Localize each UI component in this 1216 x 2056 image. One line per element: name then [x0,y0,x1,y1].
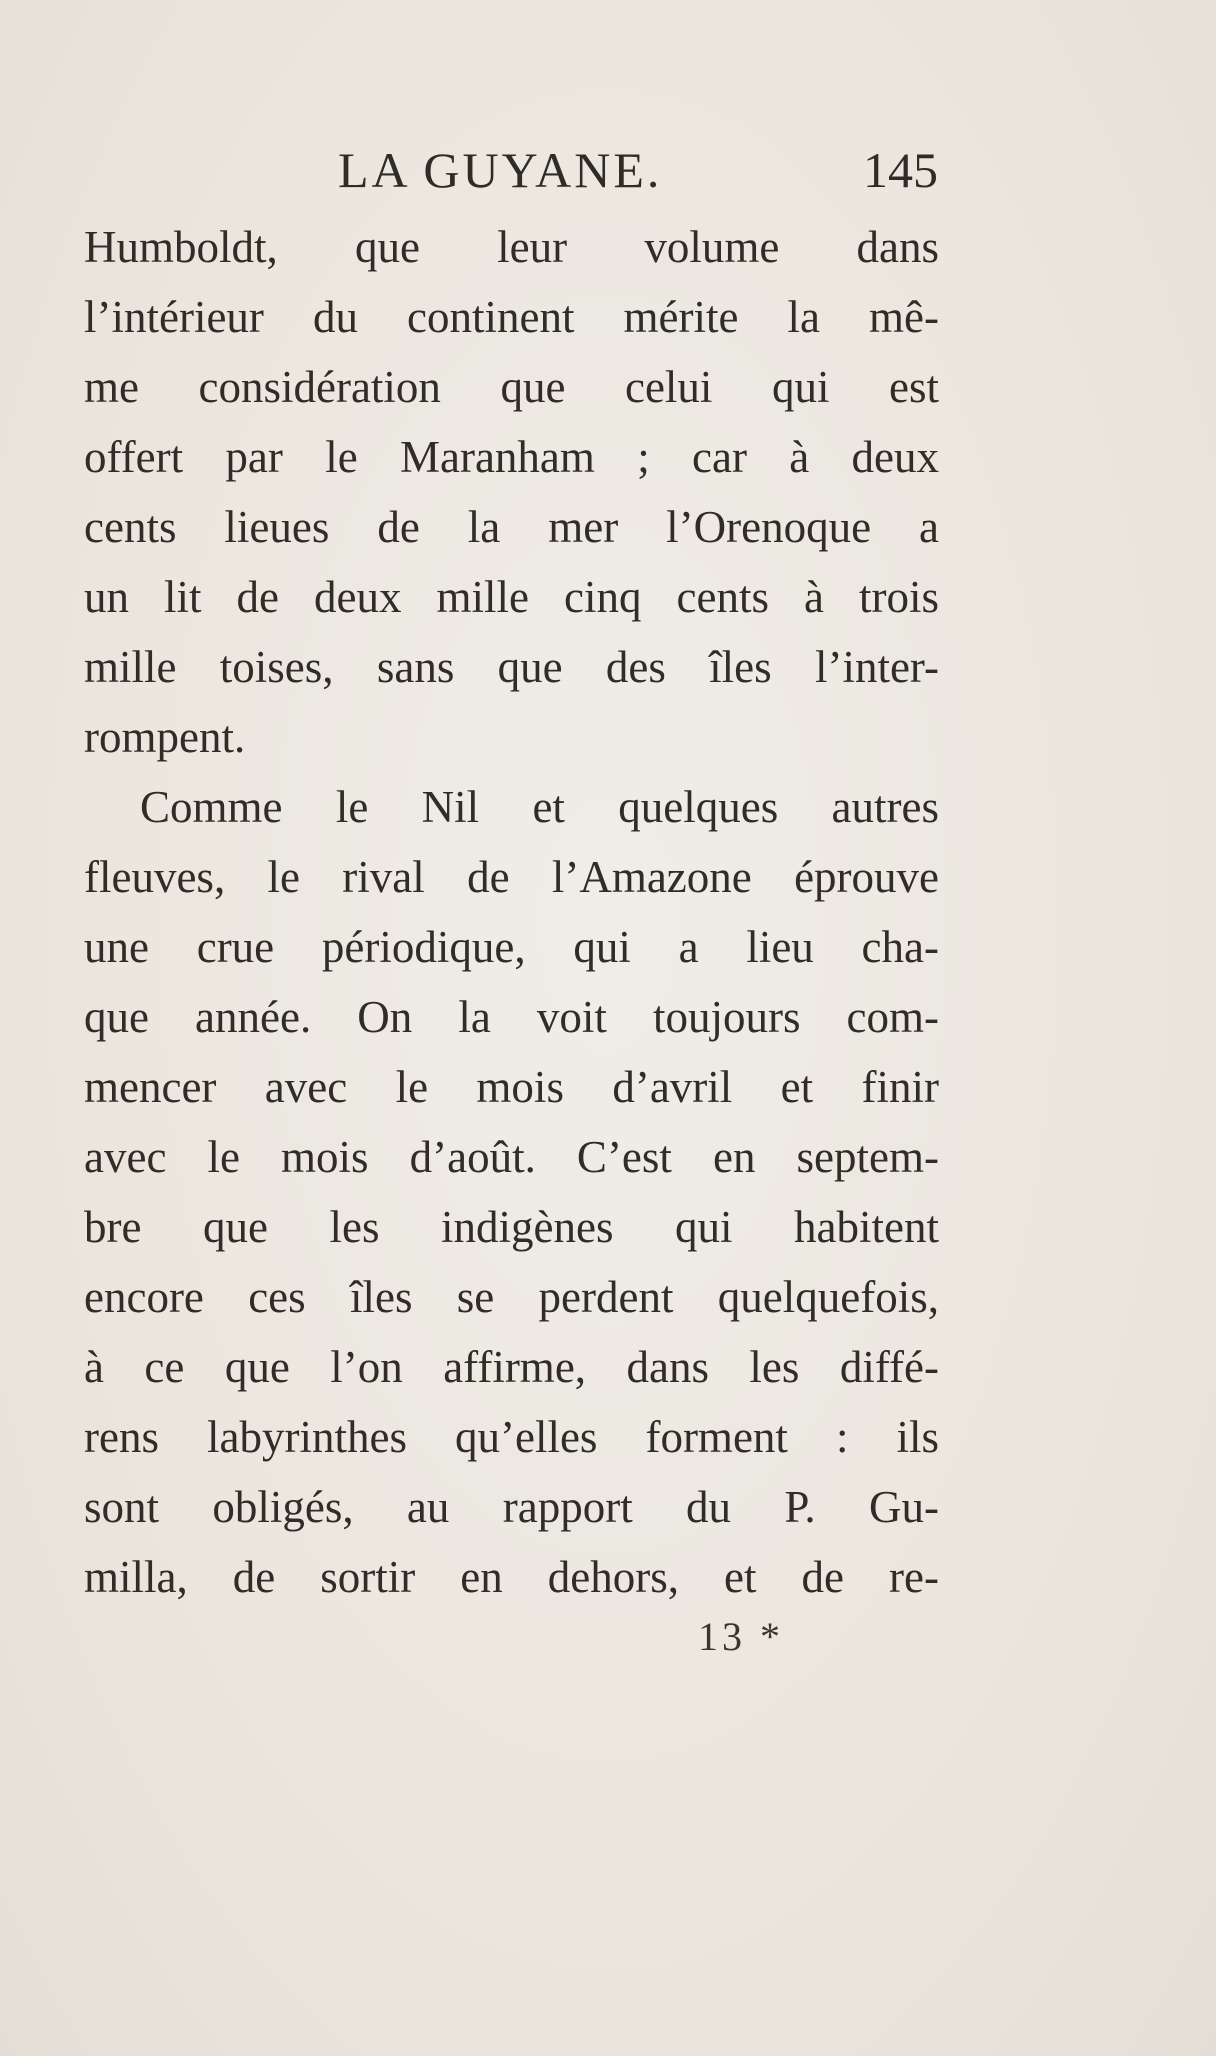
text-line: bre que les indigènes qui habitent [84,1202,939,1252]
text-line: un lit de deux mille cinq cents à trois [84,572,939,622]
running-head [338,140,938,200]
text-line: une crue périodique, qui a lieu cha- [84,922,939,972]
text-line: milla, de sortir en dehors, et de re- [84,1552,939,1602]
text-line: mencer avec le mois d’avril et finir [84,1062,939,1112]
text-line: avec le mois d’août. C’est en septem- [84,1132,939,1182]
text-line: Humboldt, que leur volume dans [84,222,939,272]
text-line: sont obligés, au rapport du P. Gu- [84,1482,939,1532]
text-line: que année. On la voit toujours com- [84,992,939,1042]
text-line: fleuves, le rival de l’Amazone éprouve [84,852,939,902]
running-title: LA GUYANE. [338,142,663,198]
text-line: l’intérieur du continent mérite la mê- [84,292,939,342]
text-line: à ce que l’on affirme, dans les diffé- [84,1342,939,1392]
signature-mark: 13 * [698,1614,784,1659]
text-line: offert par le Maranham ; car à deux [84,432,939,482]
text-line: encore ces îles se perdent quelquefois, [84,1272,939,1322]
text-line: rompent. [84,712,246,762]
text-line: me considération que celui qui est [84,362,939,412]
text-line: Comme le Nil et quelques autres [140,782,939,832]
body-text [84,212,939,1612]
text-line: rens labyrinthes qu’elles forment : ils [84,1412,939,1462]
page-number: 145 [863,142,938,198]
text-line: cents lieues de la mer l’Orenoque a [84,502,939,552]
text-line: mille toises, sans que des îles l’inter- [84,642,939,692]
